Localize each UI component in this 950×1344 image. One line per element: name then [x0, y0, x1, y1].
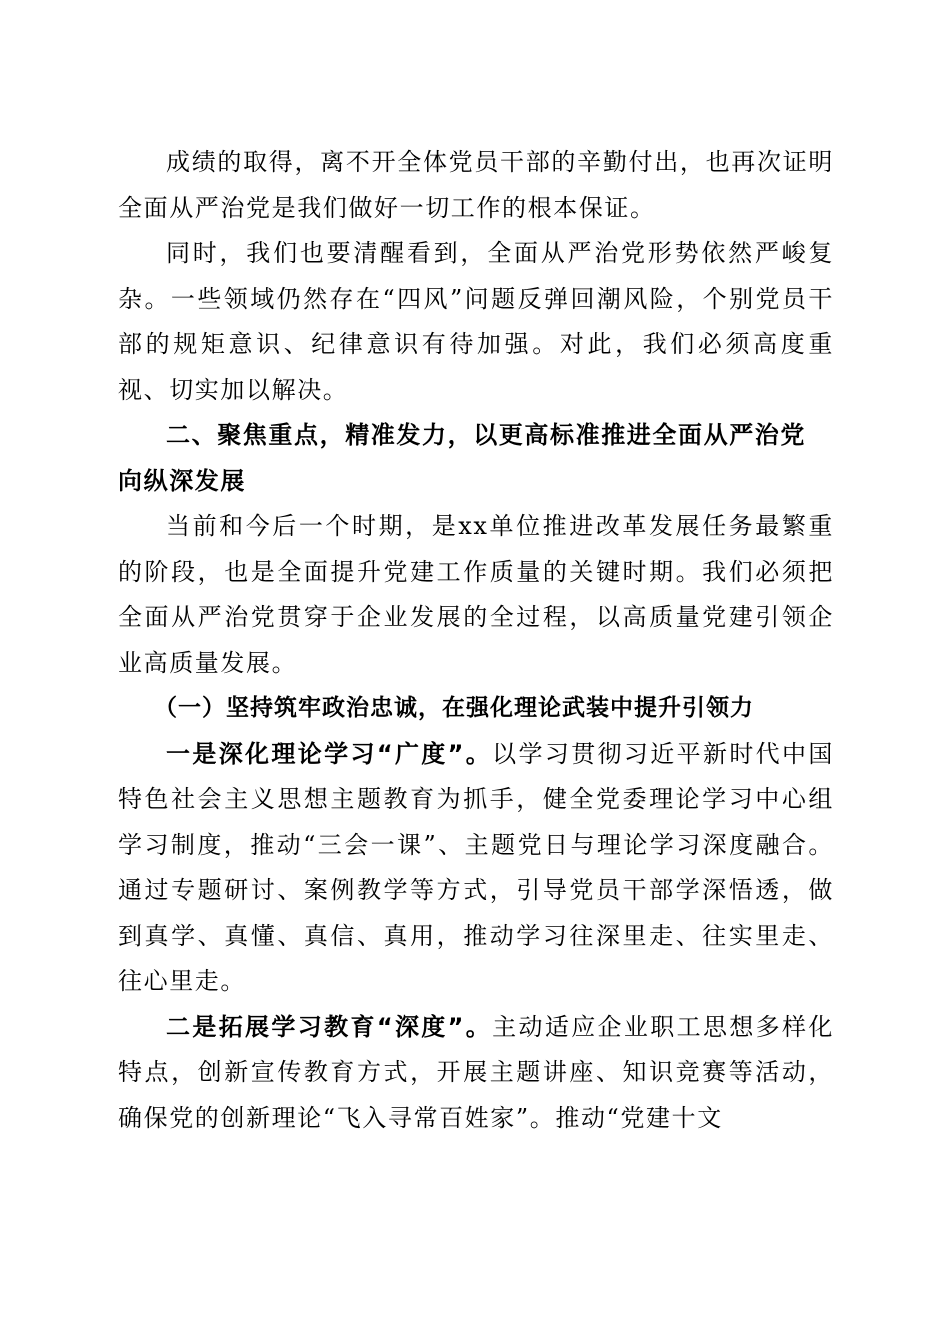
paragraph-education-depth — [118, 1005, 834, 1142]
paragraph-theory-study-lead: 一是深化理论学习“广度”。 — [166, 739, 493, 768]
paragraph-current-period: 当前和今后一个时期，是xx单位推进改革发展任务最繁重的阶段，也是全面提升党建工作质量的关键时期。我们必须把全面从严治党贯穿于企业发展的全过程，以高质量党建引领企业高质量发展。 — [118, 512, 834, 677]
paragraph-education-depth-lead: 二是拓展学习教育“深度”。 — [166, 1012, 493, 1041]
section-heading-2-line-2: 向纵深发展 — [118, 466, 246, 495]
subsection-heading-1: （一）坚持筑牢政治忠诚，在强化理论武装中提升引领力 — [154, 695, 754, 721]
paragraph-theory-study — [118, 732, 834, 1005]
paragraph-theory-study-body: 以学习贯彻习近平新时代中国特色社会主义思想主题教育为抓手，健全党委理论学习中心组学习制度，推动“三会一课”、主题党日与理论学习深度融合。通过专题研讨、案例教学等方式，引导党员干部学深悟透，做到真学、真懂、真信、真用，推动学习往深里走、往实里走、往心里走。 — [118, 739, 834, 995]
paragraph-achievements: 成绩的取得，离不开全体党员干部的辛勤付出，也再次证明全面从严治党是我们做好一切工作的根本保证。 — [118, 148, 834, 222]
document-body — [118, 140, 834, 1141]
section-heading-2 — [118, 413, 834, 504]
paragraph-situation: 同时，我们也要清醒看到，全面从严治党形势依然严峻复杂。一些领域仍然存在“四风”问题反弹回潮风险，个别党员干部的规矩意识、纪律意识有待加强。对此，我们必须高度重视、切实加以解决。 — [118, 239, 834, 404]
paragraph-education-depth-body: 主动适应企业职工思想多样化特点，创新宣传教育方式，开展主题讲座、知识竞赛等活动，确保党的创新理论“飞入寻常百姓家”。推动“党建十文 — [118, 1012, 834, 1132]
section-heading-2-line-1: 二、聚焦重点，精准发力，以更高标准推进全面从严治党 — [166, 421, 806, 449]
